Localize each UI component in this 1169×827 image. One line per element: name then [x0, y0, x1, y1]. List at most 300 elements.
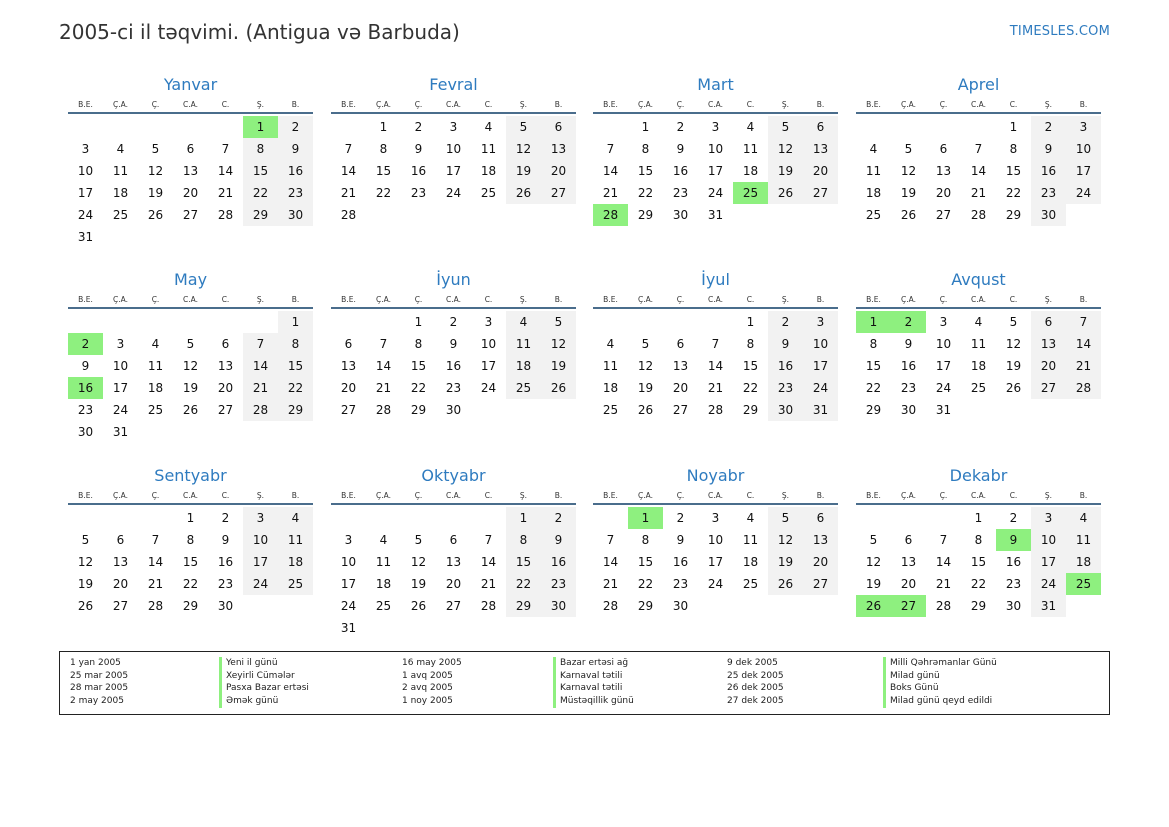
day-cell: 30 — [900, 403, 917, 417]
day-cell: 20 — [1031, 355, 1066, 377]
day-cell: 4 — [746, 511, 755, 525]
day-cell: 26 — [410, 599, 427, 613]
week-row — [68, 204, 313, 226]
week-row — [331, 160, 576, 182]
holiday-date-column-2 — [402, 657, 462, 708]
empty-day-cell — [891, 507, 926, 529]
empty-day-cell — [926, 507, 961, 529]
day-cell: 28 — [217, 208, 234, 222]
day-cell: 2 — [768, 311, 803, 333]
week-row — [331, 507, 576, 529]
day-cell: 5 — [869, 533, 878, 547]
day-cell: 11 — [602, 359, 619, 373]
day-cell: 13 — [803, 529, 838, 551]
day-cell: 8 — [1009, 142, 1018, 156]
weekday-label: Ç. — [676, 100, 685, 109]
day-cell: 19 — [768, 551, 803, 573]
day-cell: 4 — [278, 507, 313, 529]
day-cell: 16 — [217, 555, 234, 569]
holiday-name: Bazar ertəsi ağ — [553, 657, 634, 670]
day-cell: 11 — [865, 164, 882, 178]
holiday-date: 25 mar 2005 — [70, 670, 129, 681]
day-cell: 26 — [637, 403, 654, 417]
day-cell: 7 — [379, 337, 388, 351]
day-cell: 16 — [672, 164, 689, 178]
weekday-label: Ç. — [414, 295, 423, 304]
day-cell: 17 — [340, 577, 357, 591]
month-name: Noyabr — [686, 466, 745, 485]
empty-day-cell — [471, 204, 506, 226]
day-cell: 2 — [278, 116, 313, 138]
day-cell: 4 — [506, 311, 541, 333]
day-cell: 12 — [410, 555, 427, 569]
day-cell: 26 — [856, 595, 891, 617]
week-row — [68, 138, 313, 160]
day-cell: 1 — [641, 120, 650, 134]
weekday-label: B. — [291, 295, 300, 304]
day-cell: 26 — [768, 182, 803, 204]
weekday-label: Ş. — [781, 100, 790, 109]
holiday-name: Pasxa Bazar ertəsi — [219, 682, 309, 695]
day-cell: 1 — [974, 511, 983, 525]
day-cell: 17 — [112, 381, 129, 395]
day-cell: 21 — [602, 577, 619, 591]
day-cell: 10 — [1031, 529, 1066, 551]
day-cell: 12 — [506, 138, 541, 160]
day-cell: 6 — [904, 533, 913, 547]
weekday-label: Ç. — [939, 100, 948, 109]
day-cell: 24 — [480, 381, 497, 395]
weekday-label: Ç.A. — [900, 295, 916, 304]
day-cell: 19 — [506, 160, 541, 182]
day-cell: 17 — [707, 164, 724, 178]
day-cell: 28 — [375, 403, 392, 417]
empty-day-cell — [366, 617, 401, 639]
day-cell: 16 — [541, 551, 576, 573]
day-cell: 28 — [593, 204, 628, 226]
day-cell: 5 — [1009, 315, 1018, 329]
day-cell: 2 — [1009, 511, 1018, 525]
day-cell: 30 — [278, 204, 313, 226]
weekday-label: Ş. — [1044, 100, 1053, 109]
week-row — [856, 529, 1101, 551]
empty-day-cell — [541, 399, 576, 421]
day-cell: 5 — [641, 337, 650, 351]
day-cell: 24 — [803, 377, 838, 399]
day-cell: 6 — [803, 507, 838, 529]
day-cell: 21 — [217, 186, 234, 200]
week-row — [68, 226, 313, 248]
month-block — [593, 74, 838, 226]
day-cell: 19 — [637, 381, 654, 395]
empty-day-cell — [138, 421, 173, 443]
day-cell: 16 — [410, 164, 427, 178]
weekday-header — [331, 490, 576, 505]
day-cell: 11 — [147, 359, 164, 373]
holiday-date: 28 mar 2005 — [70, 683, 129, 694]
day-cell: 13 — [935, 164, 952, 178]
day-cell: 24 — [77, 208, 94, 222]
day-cell: 5 — [81, 533, 90, 547]
weekday-label: C. — [746, 491, 755, 500]
month-name: Mart — [697, 75, 734, 94]
weekday-label: B.E. — [603, 295, 618, 304]
day-cell: 3 — [1031, 507, 1066, 529]
week-row — [331, 377, 576, 399]
day-cell: 27 — [541, 182, 576, 204]
day-cell: 22 — [410, 381, 427, 395]
day-cell: 12 — [768, 529, 803, 551]
week-row — [856, 551, 1101, 573]
weekday-label: B. — [816, 491, 825, 500]
week-row — [68, 399, 313, 421]
holiday-name: Karnaval tətili — [553, 682, 634, 695]
day-cell: 21 — [375, 381, 392, 395]
week-row — [68, 595, 313, 617]
day-cell: 6 — [344, 337, 353, 351]
month-block — [593, 465, 838, 617]
day-cell: 18 — [147, 381, 164, 395]
weekday-label: B.E. — [866, 100, 881, 109]
day-cell: 15 — [1005, 164, 1022, 178]
day-cell: 30 — [541, 595, 576, 617]
holiday-date-column-1 — [70, 657, 128, 708]
holiday-name: Karnaval tətili — [553, 670, 634, 683]
day-cell: 18 — [742, 555, 759, 569]
day-cell: 13 — [900, 555, 917, 569]
day-cell: 22 — [1005, 186, 1022, 200]
day-cell: 14 — [707, 359, 724, 373]
day-cell: 1 — [628, 507, 663, 529]
day-cell: 29 — [1005, 208, 1022, 222]
week-row — [68, 529, 313, 551]
month-name: Sentyabr — [154, 466, 227, 485]
day-cell: 3 — [116, 337, 125, 351]
day-cell: 18 — [1066, 551, 1101, 573]
day-cell: 22 — [637, 577, 654, 591]
site-link[interactable]: TIMESLES.COM — [1009, 24, 1110, 39]
day-cell: 11 — [506, 333, 541, 355]
weekday-label: Ç.A. — [375, 491, 391, 500]
empty-day-cell — [103, 226, 138, 248]
weekday-label: Ş. — [519, 100, 528, 109]
holiday-name-column-1 — [219, 657, 309, 708]
day-cell: 30 — [445, 403, 462, 417]
holiday-name: Boks Günü — [883, 682, 997, 695]
day-cell: 30 — [1031, 204, 1066, 226]
day-cell: 9 — [1031, 138, 1066, 160]
week-row — [856, 116, 1101, 138]
weekday-label: Ş. — [781, 491, 790, 500]
weekday-label: C. — [221, 295, 230, 304]
day-cell: 14 — [602, 164, 619, 178]
day-cell: 7 — [606, 142, 615, 156]
week-row — [331, 204, 576, 226]
day-cell: 9 — [449, 337, 458, 351]
day-cell: 12 — [768, 138, 803, 160]
day-cell: 8 — [414, 337, 423, 351]
day-cell: 9 — [221, 533, 230, 547]
weekday-label: C.A. — [970, 100, 986, 109]
day-cell: 28 — [970, 208, 987, 222]
day-cell: 24 — [340, 599, 357, 613]
day-cell: 15 — [243, 160, 278, 182]
week-row — [331, 529, 576, 551]
weekday-label: B. — [554, 491, 563, 500]
week-row — [68, 573, 313, 595]
day-cell: 19 — [182, 381, 199, 395]
day-cell: 7 — [151, 533, 160, 547]
empty-day-cell — [471, 507, 506, 529]
day-cell: 11 — [375, 555, 392, 569]
weekday-label: C. — [1009, 295, 1018, 304]
day-cell: 26 — [768, 573, 803, 595]
holiday-name: Müstəqillik günü — [553, 695, 634, 708]
day-cell: 8 — [746, 337, 755, 351]
empty-day-cell — [331, 116, 366, 138]
day-cell: 28 — [147, 599, 164, 613]
weekday-label: C.A. — [445, 295, 461, 304]
empty-day-cell — [471, 617, 506, 639]
day-cell: 19 — [865, 577, 882, 591]
day-cell: 27 — [217, 403, 234, 417]
weekday-label: Ç. — [414, 100, 423, 109]
empty-day-cell — [278, 421, 313, 443]
day-cell: 26 — [77, 599, 94, 613]
week-row — [593, 573, 838, 595]
day-cell: 29 — [742, 403, 759, 417]
empty-day-cell — [243, 421, 278, 443]
day-cell: 11 — [1066, 529, 1101, 551]
weekday-header — [856, 490, 1101, 505]
week-row — [331, 573, 576, 595]
weekday-label: Ş. — [519, 491, 528, 500]
day-cell: 28 — [480, 599, 497, 613]
day-cell: 9 — [541, 529, 576, 551]
day-cell: 4 — [379, 533, 388, 547]
empty-day-cell — [1066, 204, 1101, 226]
day-cell: 27 — [803, 182, 838, 204]
day-cell: 26 — [182, 403, 199, 417]
holiday-legend — [59, 651, 1110, 715]
day-cell: 23 — [1005, 577, 1022, 591]
week-row — [68, 116, 313, 138]
day-cell: 24 — [1066, 182, 1101, 204]
day-cell: 15 — [410, 359, 427, 373]
week-row — [68, 160, 313, 182]
day-cell: 3 — [711, 120, 720, 134]
week-row — [593, 160, 838, 182]
month-name: İyul — [701, 270, 730, 289]
week-row — [593, 182, 838, 204]
day-cell: 2 — [891, 311, 926, 333]
empty-day-cell — [1066, 399, 1101, 421]
empty-day-cell — [138, 311, 173, 333]
day-cell: 4 — [1066, 507, 1101, 529]
day-cell: 6 — [803, 116, 838, 138]
week-row — [593, 529, 838, 551]
day-cell: 25 — [147, 403, 164, 417]
day-cell: 1 — [506, 507, 541, 529]
day-cell: 28 — [707, 403, 724, 417]
day-cell: 18 — [375, 577, 392, 591]
day-cell: 9 — [676, 142, 685, 156]
day-cell: 19 — [900, 186, 917, 200]
day-cell: 6 — [116, 533, 125, 547]
weekday-label: C. — [1009, 491, 1018, 500]
day-cell: 22 — [742, 381, 759, 395]
empty-day-cell — [68, 507, 103, 529]
holiday-date: 9 dek 2005 — [727, 658, 778, 668]
day-cell: 7 — [1066, 311, 1101, 333]
empty-day-cell — [593, 507, 628, 529]
empty-day-cell — [628, 311, 663, 333]
day-cell: 19 — [147, 186, 164, 200]
weekday-header — [68, 294, 313, 309]
empty-day-cell — [401, 617, 436, 639]
day-cell: 22 — [182, 577, 199, 591]
day-cell: 25 — [375, 599, 392, 613]
week-row — [68, 507, 313, 529]
empty-day-cell — [926, 116, 961, 138]
weekday-header — [856, 294, 1101, 309]
weekday-label: B.E. — [866, 491, 881, 500]
weekday-label: C.A. — [182, 491, 198, 500]
day-cell: 28 — [935, 599, 952, 613]
month-name: Dekabr — [949, 466, 1008, 485]
weekday-label: Ş. — [519, 295, 528, 304]
day-cell: 29 — [278, 399, 313, 421]
day-cell: 11 — [112, 164, 129, 178]
day-cell: 21 — [935, 577, 952, 591]
day-cell: 11 — [742, 142, 759, 156]
weekday-label: B. — [291, 100, 300, 109]
week-row — [593, 507, 838, 529]
day-cell: 22 — [278, 377, 313, 399]
day-cell: 31 — [935, 403, 952, 417]
day-cell: 31 — [1031, 595, 1066, 617]
day-cell: 23 — [77, 403, 94, 417]
empty-day-cell — [961, 116, 996, 138]
day-cell: 17 — [935, 359, 952, 373]
week-row — [68, 421, 313, 443]
day-cell: 4 — [606, 337, 615, 351]
day-cell: 9 — [996, 529, 1031, 551]
day-cell: 13 — [672, 359, 689, 373]
day-cell: 9 — [768, 333, 803, 355]
weekday-label: B.E. — [603, 100, 618, 109]
day-cell: 15 — [182, 555, 199, 569]
week-row — [856, 595, 1101, 617]
empty-day-cell — [733, 204, 768, 226]
weekday-label: B. — [554, 100, 563, 109]
day-cell: 16 — [768, 355, 803, 377]
week-row — [856, 333, 1101, 355]
day-cell: 22 — [375, 186, 392, 200]
empty-day-cell — [1066, 595, 1101, 617]
empty-day-cell — [243, 226, 278, 248]
day-cell: 7 — [344, 142, 353, 156]
empty-day-cell — [208, 421, 243, 443]
empty-day-cell — [138, 226, 173, 248]
day-cell: 29 — [410, 403, 427, 417]
day-cell: 6 — [676, 337, 685, 351]
day-cell: 17 — [243, 551, 278, 573]
day-cell: 17 — [480, 359, 497, 373]
day-cell: 27 — [1031, 377, 1066, 399]
day-cell: 29 — [865, 403, 882, 417]
week-row — [856, 399, 1101, 421]
day-cell: 8 — [278, 333, 313, 355]
day-cell: 23 — [672, 577, 689, 591]
day-cell: 27 — [445, 599, 462, 613]
day-cell: 9 — [278, 138, 313, 160]
weekday-label: Ş. — [256, 491, 265, 500]
day-cell: 1 — [243, 116, 278, 138]
weekday-label: C. — [221, 491, 230, 500]
week-row — [856, 377, 1101, 399]
day-cell: 30 — [1005, 599, 1022, 613]
empty-day-cell — [506, 617, 541, 639]
day-cell: 25 — [480, 186, 497, 200]
empty-day-cell — [593, 116, 628, 138]
weekday-header — [856, 99, 1101, 114]
day-cell: 17 — [1031, 551, 1066, 573]
week-row — [331, 333, 576, 355]
holiday-date-column-3 — [727, 657, 784, 708]
day-cell: 2 — [1031, 116, 1066, 138]
day-cell: 30 — [768, 399, 803, 421]
month-block — [68, 465, 313, 617]
day-cell: 19 — [541, 355, 576, 377]
day-cell: 25 — [112, 208, 129, 222]
day-cell: 25 — [970, 381, 987, 395]
holiday-name: Milad günü — [883, 670, 997, 683]
day-cell: 1 — [186, 511, 195, 525]
week-row — [68, 333, 313, 355]
empty-day-cell — [1031, 399, 1066, 421]
day-cell: 15 — [865, 359, 882, 373]
month-block — [331, 74, 576, 226]
month-block — [331, 269, 576, 421]
weekday-label: Ç.A. — [637, 295, 653, 304]
day-cell: 21 — [243, 377, 278, 399]
day-cell: 19 — [768, 160, 803, 182]
weekday-label: B. — [816, 100, 825, 109]
day-cell: 18 — [278, 551, 313, 573]
weekday-label: B. — [816, 295, 825, 304]
day-cell: 3 — [711, 511, 720, 525]
weekday-label: Ç.A. — [112, 295, 128, 304]
day-cell: 3 — [344, 533, 353, 547]
day-cell: 12 — [1005, 337, 1022, 351]
day-cell: 31 — [112, 425, 129, 439]
day-cell: 5 — [541, 311, 576, 333]
day-cell: 3 — [449, 120, 458, 134]
week-row — [593, 204, 838, 226]
day-cell: 8 — [974, 533, 983, 547]
week-row — [593, 377, 838, 399]
page-title: 2005-ci il təqvimi. (Antigua və Barbuda) — [59, 20, 460, 44]
day-cell: 10 — [935, 337, 952, 351]
day-cell: 29 — [243, 204, 278, 226]
day-cell: 12 — [865, 555, 882, 569]
empty-day-cell — [331, 311, 366, 333]
day-cell: 15 — [278, 355, 313, 377]
weekday-label: C.A. — [182, 100, 198, 109]
day-cell: 9 — [81, 359, 90, 373]
month-block — [68, 269, 313, 443]
